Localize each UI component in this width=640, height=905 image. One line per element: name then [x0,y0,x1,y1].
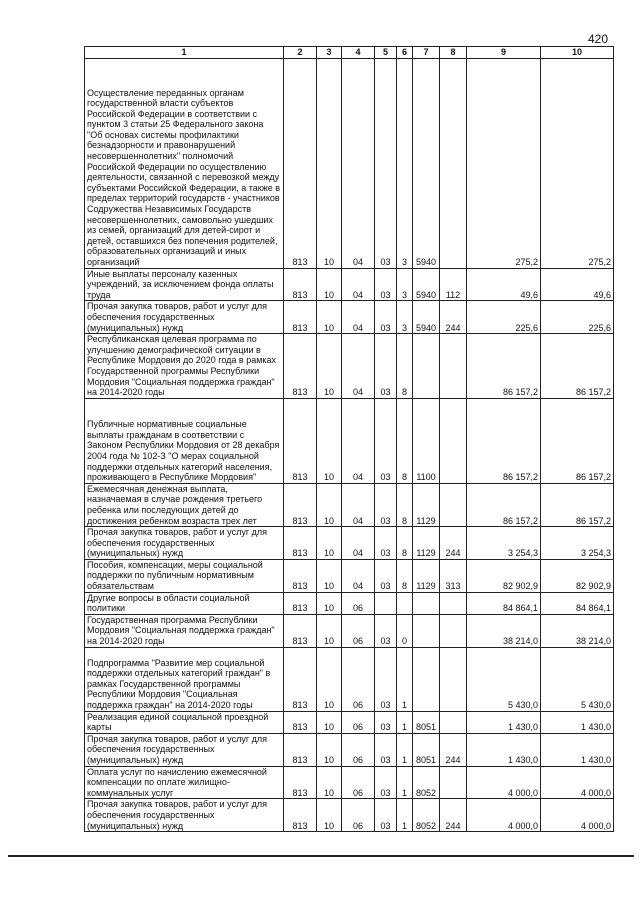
row-description: Публичные нормативные социальные выплаты гражданам в соответствии с Законом Республики Мордовия от 28 декабря 2004 года № 102-З "О мерах социальной поддержки отдельных категорий населения, проживающего в Республике Мордовия" [85,398,284,483]
table-cell: 813 [284,647,317,711]
table-cell: 03 [375,711,397,733]
table-cell: 813 [284,398,317,483]
table-cell: 86 157,2 [467,334,541,399]
table-cell: 03 [375,614,397,647]
table-cell [413,647,440,711]
table-cell: 1 430,0 [467,711,541,733]
table-cell [440,334,467,399]
row-description: Пособия, компенсации, меры социальной поддержки по публичным нормативным обязательствам [85,559,284,592]
table-cell: 3 254,3 [541,527,614,560]
table-cell: 10 [317,301,342,334]
table-cell: 04 [342,527,375,560]
table-cell: 86 157,2 [541,334,614,399]
column-header: 1 [85,47,284,59]
table-cell: 813 [284,614,317,647]
table-cell: 10 [317,733,342,766]
table-row [85,301,614,334]
table-cell: 4 000,0 [541,799,614,832]
table-cell: 06 [342,614,375,647]
row-description: Прочая закупка товаров, работ и услуг для обеспечения государственных (муниципальных) нужд [85,733,284,766]
table-cell: 5940 [413,301,440,334]
header-row [85,47,614,59]
table-cell [440,483,467,526]
table-cell: 1 430,0 [467,733,541,766]
row-description: Прочая закупка товаров, работ и услуг для обеспечения государственных (муниципальных) нужд [85,527,284,560]
table-row [85,268,614,301]
table-cell: 38 214,0 [541,614,614,647]
table-cell: 1129 [413,483,440,526]
table-cell: 8 [397,559,413,592]
table-cell: 4 000,0 [467,766,541,799]
table-cell: 4 000,0 [467,799,541,832]
table-cell: 5 430,0 [541,647,614,711]
table-cell: 3 [397,268,413,301]
row-description: Реализация единой социальной проездной карты [85,711,284,733]
table-cell: 5940 [413,58,440,268]
table-cell: 813 [284,733,317,766]
table-cell [440,58,467,268]
table-row [85,614,614,647]
table-cell: 813 [284,58,317,268]
table-cell: 1129 [413,559,440,592]
table-cell: 3 [397,58,413,268]
table-cell: 4 000,0 [541,766,614,799]
table-row [85,711,614,733]
table-cell: 03 [375,733,397,766]
table-cell: 49,6 [541,268,614,301]
table-cell [440,766,467,799]
row-description: Республиканская целевая программа по улучшению демографической ситуации в Республике Мордовия до 2020 года в рамках Государственной программы Республики Мордовия "Социальная поддержка граждан" на 2014-2020 годы [85,334,284,399]
table-cell: 03 [375,766,397,799]
table-cell: 06 [342,647,375,711]
table-cell: 8 [397,398,413,483]
table-cell: 04 [342,58,375,268]
table-cell: 1 [397,711,413,733]
table-cell: 03 [375,268,397,301]
table-cell: 1100 [413,398,440,483]
table-cell: 06 [342,766,375,799]
table-cell: 03 [375,647,397,711]
table-cell: 06 [342,711,375,733]
table-cell: 813 [284,527,317,560]
table-cell: 04 [342,268,375,301]
row-description: Осуществление переданных органам государственной власти субъектов Российской Федерации в соответствии с пунктом 3 статьи 25 Федерального закона "Об основах системы профилактики безнадзорности и правонарушений несовершеннолетних" полномочий Российской Федерации по осуществлению деятельности, связанной с перевозкой между субъектами Российской Федерации, а также в пределах территорий государств - участников Содружества Независимых Государств несовершеннолетних, самовольно ушедших из семей, организаций для детей-сирот и детей, оставшихся без попечения родителей, образовательных организаций и иных организаций [85,58,284,268]
row-description: Государственная программа Республики Мордовия "Социальная поддержка граждан" на 2014-2020 годы [85,614,284,647]
column-header: 7 [413,47,440,59]
table-cell: 275,2 [541,58,614,268]
row-description: Прочая закупка товаров, работ и услуг для обеспечения государственных (муниципальных) нужд [85,301,284,334]
table-cell: 86 157,2 [541,398,614,483]
table-cell: 813 [284,711,317,733]
table-cell: 10 [317,527,342,560]
table-cell: 813 [284,301,317,334]
table-row [85,398,614,483]
table-row [85,58,614,268]
table-cell: 10 [317,799,342,832]
column-header: 3 [317,47,342,59]
table-cell [375,592,397,614]
table-cell: 10 [317,711,342,733]
table-row [85,799,614,832]
table-cell: 03 [375,483,397,526]
table-cell: 10 [317,398,342,483]
table-row [85,483,614,526]
table-cell: 3 254,3 [467,527,541,560]
table-cell [440,647,467,711]
column-header: 10 [541,47,614,59]
column-header: 6 [397,47,413,59]
table-cell: 10 [317,766,342,799]
column-header: 2 [284,47,317,59]
table-cell: 1 [397,733,413,766]
table-cell: 225,6 [541,301,614,334]
table-cell: 03 [375,398,397,483]
table-cell: 84 864,1 [467,592,541,614]
table-cell: 313 [440,559,467,592]
table-cell: 04 [342,559,375,592]
table-cell: 1 [397,799,413,832]
table-cell: 10 [317,268,342,301]
table-cell [413,334,440,399]
table-cell: 04 [342,483,375,526]
table-cell: 3 [397,301,413,334]
table-cell: 225,6 [467,301,541,334]
table-row [85,766,614,799]
table-cell: 813 [284,268,317,301]
table-cell [440,592,467,614]
table-cell: 244 [440,527,467,560]
row-description: Другие вопросы в области социальной политики [85,592,284,614]
table-cell: 0 [397,614,413,647]
table-cell: 82 902,9 [467,559,541,592]
table-cell: 275,2 [467,58,541,268]
table-cell: 1129 [413,527,440,560]
table-cell: 8051 [413,711,440,733]
table-cell [397,592,413,614]
table-row [85,733,614,766]
table-cell: 813 [284,592,317,614]
row-description: Подпрограмма "Развитие мер социальной поддержки отдельных категорий граждан" в рамках Государственной программы Республики Мордовия "Социальная поддержка граждан" на 2014-2020 годы [85,647,284,711]
table-row [85,334,614,399]
table-cell: 03 [375,559,397,592]
table-cell [440,398,467,483]
table-cell: 10 [317,483,342,526]
column-header: 5 [375,47,397,59]
table-cell: 8051 [413,733,440,766]
table-cell: 813 [284,483,317,526]
table-cell: 03 [375,334,397,399]
table-cell: 1 [397,647,413,711]
table-cell: 10 [317,614,342,647]
table-cell [413,614,440,647]
table-row [85,647,614,711]
budget-table [84,46,614,832]
table-cell: 813 [284,559,317,592]
table-cell: 04 [342,301,375,334]
table-cell: 112 [440,268,467,301]
table-cell: 244 [440,799,467,832]
table-cell: 84 864,1 [541,592,614,614]
column-header: 8 [440,47,467,59]
page-bottom-rule [8,855,634,857]
table-cell: 03 [375,301,397,334]
row-description: Иные выплаты персоналу казенных учреждений, за исключением фонда оплаты труда [85,268,284,301]
row-description: Ежемесячная денежная выплата, назначаемая в случае рождения третьего ребенка или последующих детей до достижения ребенком возраста трех лет [85,483,284,526]
table-cell: 1 430,0 [541,711,614,733]
table-row [85,527,614,560]
table-cell: 8052 [413,799,440,832]
table-cell: 1 430,0 [541,733,614,766]
table-cell: 10 [317,58,342,268]
table-cell: 38 214,0 [467,614,541,647]
table-cell: 8 [397,483,413,526]
table-cell: 03 [375,527,397,560]
table-cell: 813 [284,766,317,799]
table-cell: 813 [284,799,317,832]
table-row [85,592,614,614]
table-cell: 82 902,9 [541,559,614,592]
table-cell: 06 [342,592,375,614]
table-cell: 8 [397,527,413,560]
table-cell: 03 [375,799,397,832]
page-number: 420 [588,32,609,46]
table-cell: 10 [317,647,342,711]
table-cell: 5 430,0 [467,647,541,711]
table-cell: 86 157,2 [467,398,541,483]
row-description: Оплата услуг по начислению ежемесячной компенсации по оплате жилищно-коммунальных услуг [85,766,284,799]
table-cell: 03 [375,58,397,268]
table-cell: 10 [317,559,342,592]
table-cell: 04 [342,334,375,399]
column-header: 4 [342,47,375,59]
table-cell: 10 [317,592,342,614]
row-description: Прочая закупка товаров, работ и услуг для обеспечения государственных (муниципальных) нужд [85,799,284,832]
table-cell: 244 [440,733,467,766]
table-cell: 86 157,2 [467,483,541,526]
table-cell: 06 [342,733,375,766]
table-cell: 04 [342,398,375,483]
table-cell: 813 [284,334,317,399]
table-cell: 244 [440,301,467,334]
table-cell: 1 [397,766,413,799]
table-cell: 8 [397,334,413,399]
table-cell: 06 [342,799,375,832]
table-cell: 49,6 [467,268,541,301]
table-cell [440,614,467,647]
table-cell [413,592,440,614]
table-row [85,559,614,592]
table-cell: 8052 [413,766,440,799]
table-cell: 5940 [413,268,440,301]
table-cell: 10 [317,334,342,399]
table-cell [440,711,467,733]
table-cell: 86 157,2 [541,483,614,526]
column-header: 9 [467,47,541,59]
